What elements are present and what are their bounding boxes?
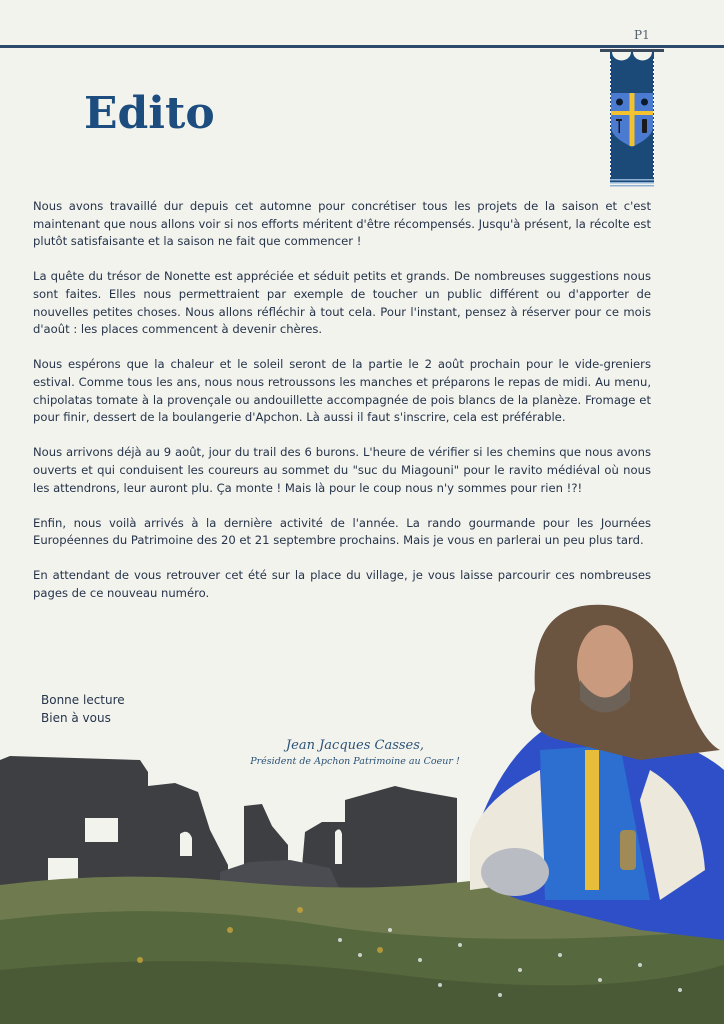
paragraph: Enfin, nous voilà arrivés à la dernière activité de l'année. La rando gourmande pour les Journées Européennes du Patrimoine des 20 et 21 septembre prochains. Mais je vous en parlerai un peu plus tard.: [33, 515, 651, 548]
closing-remarks: [41, 692, 125, 727]
page-number: P1: [634, 28, 650, 42]
closing-line: Bien à vous: [41, 710, 111, 725]
paragraph: En attendant de vous retrouver cet été sur la place du village, je vous laisse parcourir ces nombreuses pages de ce nouveau numéro.: [33, 568, 651, 601]
editorial-body: [33, 198, 651, 620]
page-title: Edito: [84, 88, 215, 139]
heraldic-banner-icon: [600, 49, 664, 187]
paragraph: Nous espérons que la chaleur et le soleil seront de la partie le 2 août prochain pour le vide-greniers estival. Comme tous les ans, nous nous retroussons les manches et préparons le repas de midi. Au menu, chipolatas tomate à la provençale ou andouillette accompagnée de pois blancs de la planèze. Fromage et pour finir, dessert de la boulangerie d'Apchon. Là aussi il faut s'inscrire, cela est préférable.: [33, 357, 651, 425]
signature-name: Jean Jacques Casses,: [285, 738, 425, 753]
closing-line: Bonne lecture: [41, 693, 125, 707]
paragraph: Nous arrivons déjà au 9 août, jour du trail des 6 burons. L'heure de vérifier si les chemins que nous avons ouverts et qui conduisent les coureurs au sommet du "suc du Miagouni" pour le ravito médiéval où nous les attendrons, leur auront plu. Ça monte ! Mais là pour le coup nous n'y sommes pour rien !?!: [33, 445, 651, 495]
paragraph: Nous avons travaillé dur depuis cet automne pour concrétiser tous les projets de la saison et c'est maintenant que nous allons voir si nos efforts méritent d'être récompensés. Jusqu'à présent, la récolte est plutôt satisfaisante et la saison ne fait que commencer !: [33, 199, 651, 249]
signature-role: Président de Apchon Patrimoine au Coeur !: [250, 756, 460, 767]
castle-ruins-photo: [0, 600, 724, 1024]
header-rule: [0, 45, 724, 48]
signature: [240, 738, 470, 767]
paragraph: La quête du trésor de Nonette est appréciée et séduit petits et grands. De nombreuses suggestions nous sont faites. Elles nous permettraient par exemple de toucher un public différent ou d'apporter de nouvelles petites choses. Nous allons réfléchir à tout cela. Pour l'instant, pensez à réserver pour ce mois d'août : les places commencent à devenir chères.: [33, 269, 651, 337]
